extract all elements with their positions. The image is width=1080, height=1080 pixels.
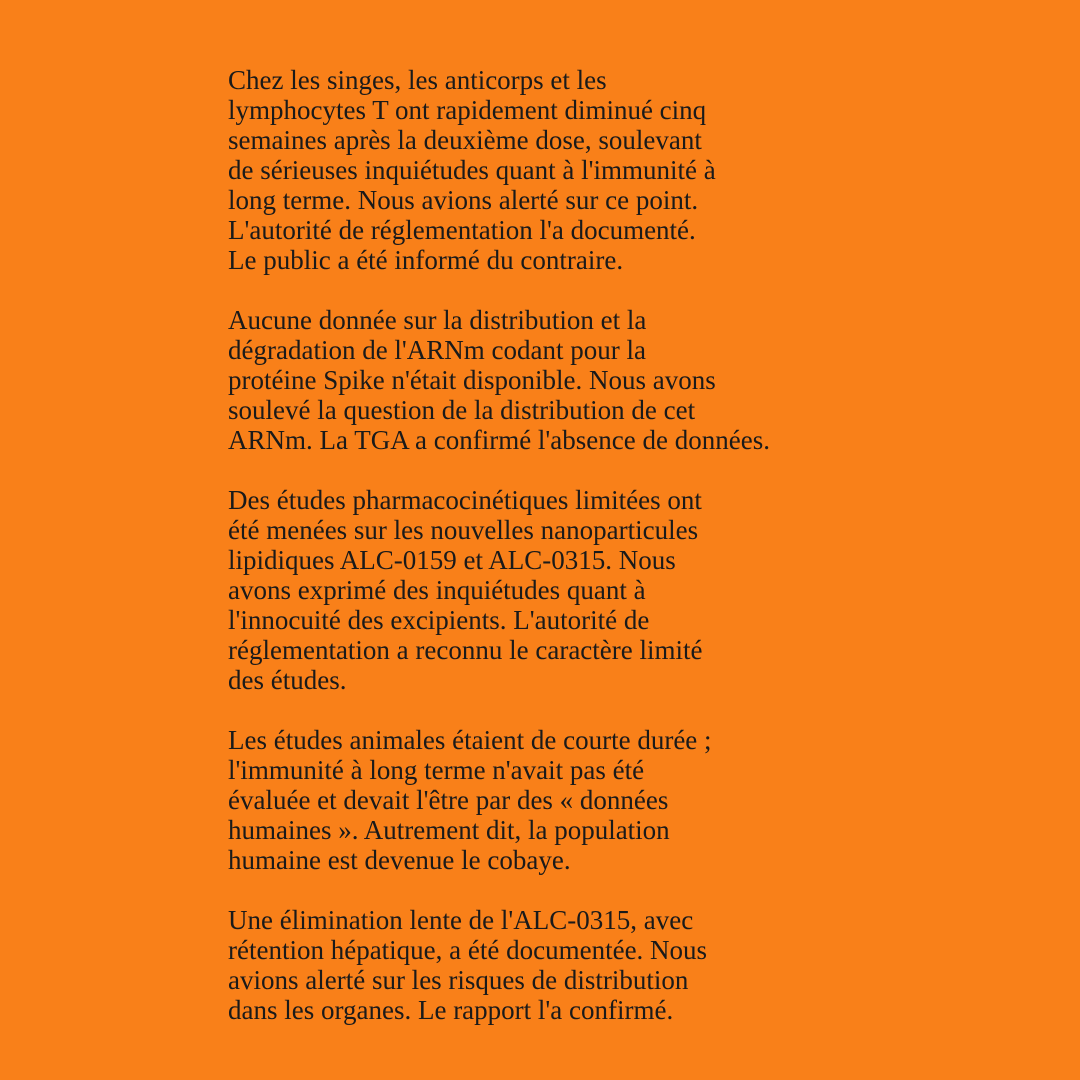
text-line: Aucune donnée sur la distribution et la [228,305,647,335]
text-line: Le public a été informé du contraire. [228,245,624,275]
text-line: avons exprimé des inquiétudes quant à [228,575,646,605]
paragraph-2 [228,305,868,455]
text-line: lipidiques ALC-0159 et ALC-0315. Nous [228,545,676,575]
text-line: des études. [228,665,347,695]
text-line: réglementation a reconnu le caractère limité [228,635,703,665]
text-line: dans les organes. Le rapport l'a confirmé. [228,995,674,1025]
text-line: Chez les singes, les anticorps et les [228,65,607,95]
text-line: de sérieuses inquiétudes quant à l'immunité à [228,155,716,185]
text-line: semaines après la deuxième dose, soulevant [228,125,702,155]
text-line: lymphocytes T ont rapidement diminué cinq [228,95,707,125]
text-line: Les études animales étaient de courte durée ; [228,725,712,755]
text-line: humaine est devenue le cobaye. [228,845,571,875]
paragraph-1 [228,65,868,275]
text-line: dégradation de l'ARNm codant pour la [228,335,646,365]
text-line: L'autorité de réglementation l'a documenté. [228,215,696,245]
document-text [228,65,868,1055]
paragraph-4 [228,725,868,875]
text-line: l'innocuité des excipients. L'autorité de [228,605,650,635]
text-line: protéine Spike n'était disponible. Nous avons [228,365,716,395]
text-line: soulevé la question de la distribution de cet [228,395,696,425]
text-line: humaines ». Autrement dit, la population [228,815,670,845]
text-line: Une élimination lente de l'ALC-0315, avec [228,905,694,935]
text-line: rétention hépatique, a été documentée. Nous [228,935,708,965]
text-line: été menées sur les nouvelles nanoparticules [228,515,699,545]
text-line: ARNm. La TGA a confirmé l'absence de données. [228,425,770,455]
text-line: évaluée et devait l'être par des « données [228,785,669,815]
text-line: long terme. Nous avions alerté sur ce point. [228,185,699,215]
paragraph-5 [228,905,868,1025]
paragraph-3 [228,485,868,695]
text-line: l'immunité à long terme n'avait pas été [228,755,645,785]
text-line: avions alerté sur les risques de distribution [228,965,689,995]
text-line: Des études pharmacocinétiques limitées ont [228,485,702,515]
